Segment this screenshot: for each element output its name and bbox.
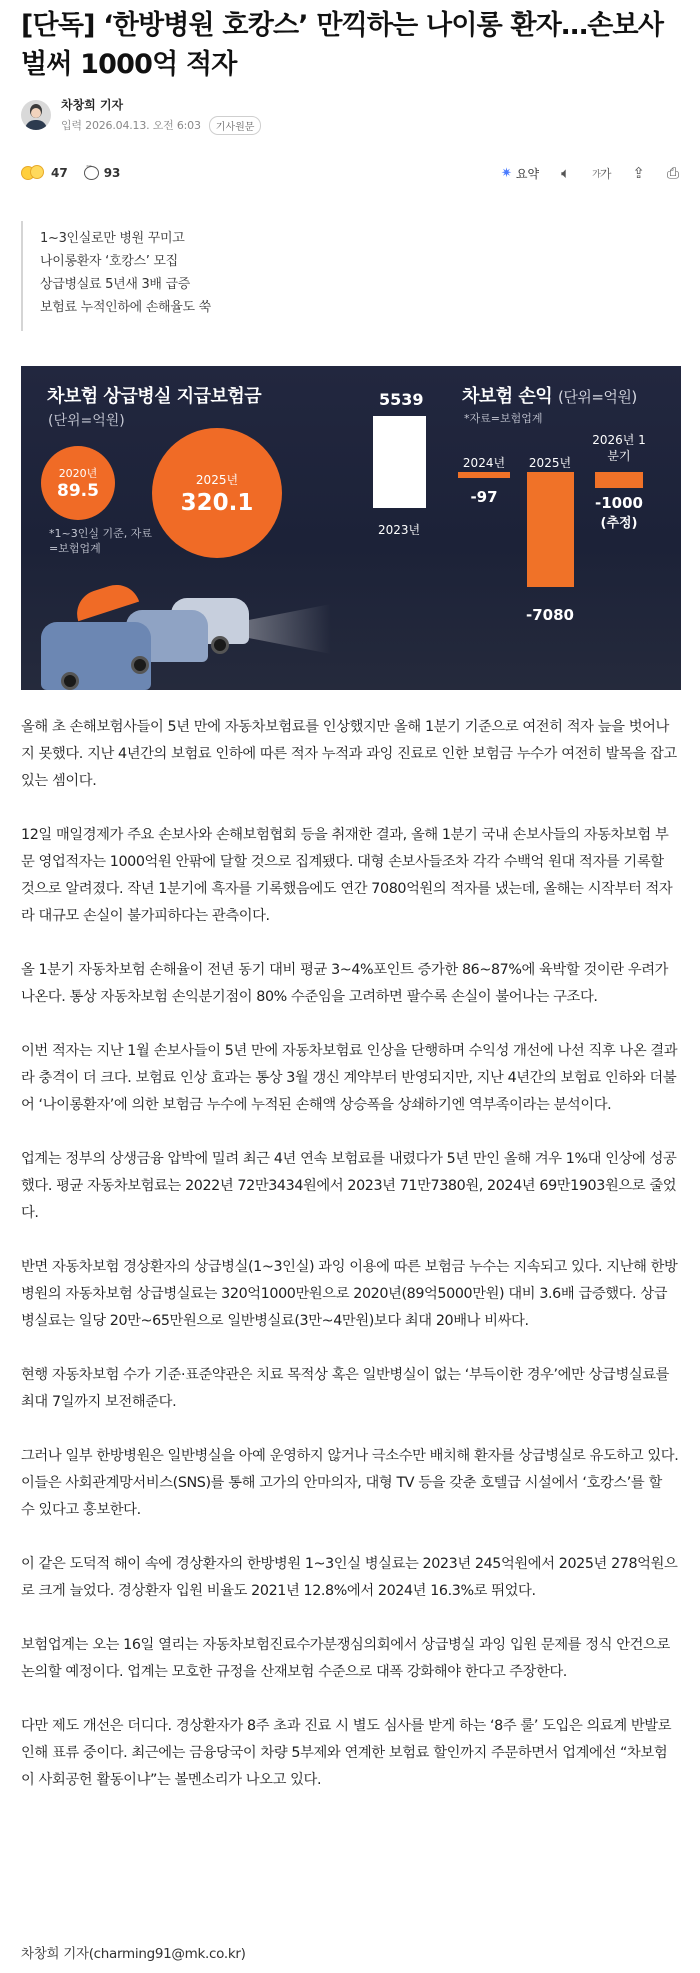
article-paragraph: 올 1분기 자동차보험 손해율이 전년 동기 대비 평균 3~4%포인트 증가한 86~87%에 육박할 것이란 우려가 나온다. 통상 자동차보험 손익분기점이 80% 수준임을 고려하면 팔수록 손실이 불어나는 구조다. [21, 962, 669, 1005]
right-chart-title [462, 382, 637, 408]
right-chart-source: *자료=보험업계 [464, 412, 543, 425]
article-paragraph: 반면 자동차보험 경상환자의 상급병실(1~3인실) 과잉 이용에 따른 보험금 누수는 지속되고 있다. 지난해 한방병원의 자동차보험 상급병실료는 320억1000만원으로 2020년(89억5000만원) 대비 3.6배 급증했다. 상급병실료는 일당 20만~65만원으로 일반병실료(3만~4만원)보다 최대 20배나 비싸다. [21, 1259, 678, 1329]
wheel-illustration [131, 656, 149, 674]
bubble-value: 89.5 [57, 481, 99, 501]
bar-value-2026q1 [586, 494, 652, 531]
bar-value-2024: -97 [470, 488, 498, 506]
article-paragraph: 12일 매일경제가 주요 손보사와 손해보험협회 등을 취재한 결과, 올해 1분기 국내 손보사들의 자동차보험 부문 영업적자는 1000억원 안팎에 달할 것으로 집계됐다. 대형 손보사들조차 각각 수백억 원대 적자를 기록할 것으로 알려졌다. 작년 1분기에 흑자를 기록했음에도 연간 7080억원의 적자를 냈는데, 올해는 시작부터 적자라 대규모 손실이 불가피하다는 관측이다. [21, 827, 673, 924]
left-chart-title: 차보험 상급병실 지급보험금 [47, 386, 262, 407]
bar-2026q1 [595, 472, 643, 488]
article-toolbar [21, 161, 679, 185]
bubble-2020 [41, 446, 115, 520]
car-illustration [41, 622, 151, 690]
headlight-beam [241, 604, 331, 654]
article-paragraph: 올해 초 손해보험사들이 5년 만에 자동차보험료를 인상했지만 올해 1분기 기준으로 여전히 적자 늪을 벗어나지 못했다. 지난 4년간의 보험료 인하에 따른 적자 누적과 과잉 진료로 인한 보험금 누수가 여전히 발목을 잡고 있는 셈이다. [21, 719, 677, 789]
reaction-emoji-icon[interactable] [21, 164, 45, 182]
estimate-annotation: (추정) [600, 516, 638, 531]
headline: [단독] ‘한방병원 호캉스’ 만끽하는 나이롱 환자…손보사 벌써 1000억 적자 [21, 10, 664, 80]
bar-value-label: -1000 [595, 494, 643, 512]
article-paragraph: 보험업계는 오는 16일 열리는 자동차보험진료수가분쟁심의회에서 상급병실 과잉 입원 문제를 정식 안건으로 논의할 예정이다. 업계는 모호한 규정을 산재보험 수준으로 대폭 강화해야 한다고 주장한다. [21, 1637, 670, 1680]
article-paragraph: 그러나 일부 한방병원은 일반병실을 아예 운영하지 않거나 극소수만 배치해 환자를 상급병실로 유도하고 있다. 이들은 사회관계망서비스(SNS)를 통해 고가의 안마의자, 대형 TV 등을 갖춘 호텔급 시설에서 ‘호캉스’를 할 수 있다고 홍보한다. [21, 1448, 679, 1518]
original-article-button[interactable]: 기사원문 [209, 116, 262, 135]
summary-line: 상급병실료 5년새 3배 급증 [40, 277, 191, 292]
article-paragraph: 이 같은 도덕적 해이 속에 경상환자의 한방병원 1~3인실 병실료는 2023년 245억원에서 2025년 278억원으로 크게 늘었다. 경상환자 입원 비율도 2021년 12.8%에서 2024년 16.3%로 뛰었다. [21, 1556, 678, 1599]
article-paragraph: 업계는 정부의 상생금융 압박에 밀려 최근 4년 연속 보험료를 내렸다가 5년 만인 올해 겨우 1%대 인상에 성공했다. 평균 자동차보험료는 2022년 72만3434원에서 2023년 71만7380원, 2024년 69만1903원으로 줄었다. [21, 1151, 677, 1221]
right-title-text: 차보험 손익 [462, 386, 553, 407]
wheel-illustration [61, 672, 79, 690]
bar-year-2025: 2025년 [528, 456, 572, 470]
right-chart-unit: (단위=억원) [558, 388, 637, 406]
summary-line: 보험료 누적인하에 손해율도 쑥 [40, 300, 211, 315]
infographic-image [21, 366, 681, 690]
sparkle-icon: ✷ [501, 165, 512, 181]
bar-value-2025: -7080 [526, 606, 574, 624]
article-paragraph: 이번 적자는 지난 1월 손보사들이 5년 만에 자동차보험료 인상을 단행하며 수익성 개선에 나선 직후 나온 결과라 충격이 더 크다. 보험료 인상 효과는 통상 3월 갱신 계약부터 반영되지만, 지난 4년간의 보험료 인하와 더불어 ‘나이롱환자’에 의한 보험금 누수에 누적된 손해액 상승폭을 상쇄하기엔 역부족이라는 분석이다. [21, 1043, 678, 1113]
bar-year-2024: 2024년 [462, 456, 506, 470]
share-icon[interactable]: ⇪ [632, 164, 645, 182]
article-body [21, 714, 679, 1794]
reaction-count[interactable]: 47 [51, 166, 68, 180]
article-summary [21, 221, 679, 331]
bubble-2025 [152, 428, 282, 558]
article-paragraph: 현행 자동차보험 수가 기준·표준약관은 치료 목적상 혹은 일반병실이 없는 ‘부득이한 경우’에만 상급병실료를 최대 7일까지 보전해준다. [21, 1367, 670, 1410]
left-chart-note: *1~3인실 기준, 자료=보험업계 [49, 527, 152, 555]
speaker-icon[interactable]: 🔈︎ [561, 164, 571, 182]
bar-value-2023: 5539 [379, 390, 424, 409]
bar-year-2023: 2023년 [378, 523, 421, 537]
article-paragraph: 다만 제도 개선은 더디다. 경상환자가 8주 초과 진료 시 별도 심사를 받게 하는 ‘8주 룰’ 도입은 의료계 반발로 인해 표류 중이다. 최근에는 금융당국이 차량 5부제와 연계한 보험료 할인까지 주문하면서 업계에선 “차보험이 사회공헌 활동이냐”는 볼멘소리가 나오고 있다. [21, 1718, 672, 1788]
reporter-footer: 차창희 기자(charming91@mk.co.kr) [21, 1946, 246, 1962]
summary-line: 1~3인실로만 병원 꾸미고 [40, 231, 185, 246]
bubble-value: 320.1 [180, 489, 254, 516]
comment-icon[interactable] [84, 166, 99, 180]
bar-2025 [527, 472, 574, 587]
print-icon[interactable]: ⎙ [666, 164, 679, 182]
left-chart-unit: (단위=억원) [48, 413, 125, 429]
summary-line: 나이롱환자 ‘호캉스’ 모집 [40, 254, 178, 269]
bubble-year: 2020년 [58, 467, 98, 480]
summary-button[interactable] [501, 165, 539, 182]
bubble-year: 2025년 [195, 472, 239, 487]
bar-year-2026q1: 2026년 1분기 [592, 433, 646, 463]
publish-date: 입력 2026.04.13. 오전 6:03 [61, 119, 201, 132]
bar-2024 [458, 472, 510, 478]
font-size-button[interactable]: 가 가 [592, 166, 611, 181]
summary-label: 요약 [515, 166, 540, 181]
reporter-avatar[interactable] [21, 100, 51, 130]
wheel-illustration [211, 636, 229, 654]
comment-count[interactable]: 93 [103, 166, 121, 180]
bar-2023 [373, 416, 426, 508]
reporter-name[interactable]: 차창희 기자 [61, 97, 124, 112]
byline [21, 95, 679, 135]
font-size-label: 가 [599, 166, 611, 181]
